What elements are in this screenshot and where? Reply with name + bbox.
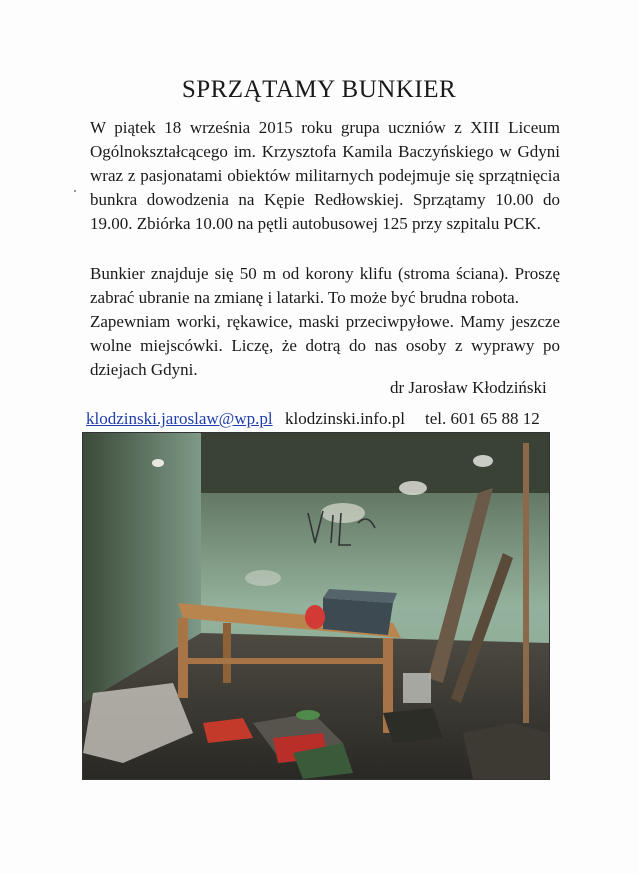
stray-mark	[74, 190, 76, 192]
bunker-photo	[82, 432, 550, 780]
email-link[interactable]: klodzinski.jaroslaw@wp.pl	[86, 409, 273, 428]
signature: dr Jarosław Kłodziński	[390, 378, 547, 397]
paragraph-location-info: Bunkier znajduje się 50 m od korony klifu (stroma ściana). Proszę zabrać ubranie na zmianę i latarki. To może być brudna robota.	[90, 264, 560, 307]
flyer-title: SPRZĄTAMY BUNKIER	[181, 76, 457, 103]
phone-number: tel. 601 65 88 12	[425, 409, 540, 428]
paragraph-event-details: W piątek 18 września 2015 roku grupa uczniów z XIII Liceum Ogólnokształcącego im. Krzysztofa Kamila Baczyńskiego w Gdyni wraz z pasjonatami obiektów militarnych podejmuje się sprzątnięcia bunkra dowodzenia na Kępie Redłowskiej. Sprzątamy 10.00 do 19.00. Zbiórka 10.00 na pętli autobusowej 125 przy szpitalu PCK.	[90, 118, 560, 233]
paragraph-supplies-info: Zapewniam worki, rękawice, maski przeciwpyłowe. Mamy jeszcze wolne miejscówki. Liczę, że dotrą do nas osoby z wyprawy po dziejach Gdyni.	[90, 312, 560, 379]
website-text: klodzinski.info.pl	[285, 409, 405, 428]
